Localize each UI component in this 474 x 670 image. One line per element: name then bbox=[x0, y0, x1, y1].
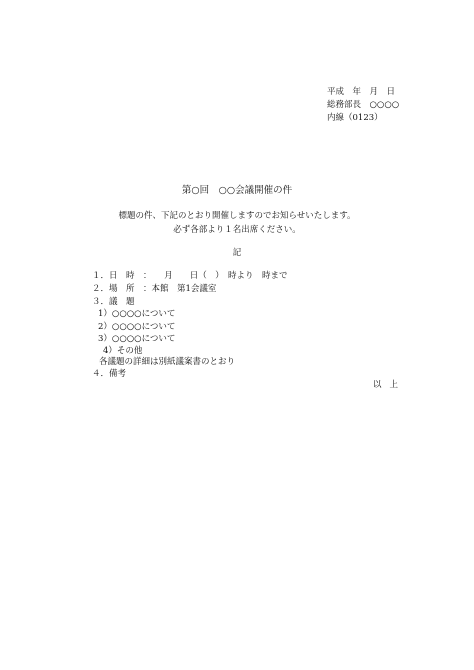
remarks-item: ４．備考 bbox=[92, 369, 127, 379]
intro-line-2: 必ず各部より１名出席ください。 bbox=[173, 225, 301, 235]
extension-line: 内線（0123） bbox=[327, 113, 383, 123]
date-line: 平成 年 月 日 bbox=[327, 87, 396, 97]
agenda-item-4: 4）その他 bbox=[103, 346, 143, 356]
schedule-item: １．日 時 ： 月 日（ ） 時より 時まで bbox=[92, 271, 288, 281]
place-item: ２．場 所 ：本館 第1会議室 bbox=[92, 284, 217, 294]
document-title: 第○回 ○○会議開催の件 bbox=[181, 185, 293, 196]
agenda-note: 各議題の詳細は別紙議案書のとおり bbox=[99, 357, 236, 367]
agenda-item-1: 1）○○○○について bbox=[98, 309, 176, 319]
closing-text: 以上 bbox=[372, 380, 406, 390]
agenda-item-2: 2）○○○○について bbox=[98, 322, 176, 332]
intro-line-1: 標題の件、下記のとおり開催しますのでお知らせいたします。 bbox=[118, 211, 356, 221]
sender-line: 総務部長 ○○○○ bbox=[327, 100, 400, 110]
agenda-item-3: 3）○○○○について bbox=[98, 334, 176, 344]
agenda-heading: ３．議 題 bbox=[92, 297, 135, 307]
ki-heading: 記 bbox=[232, 248, 242, 258]
